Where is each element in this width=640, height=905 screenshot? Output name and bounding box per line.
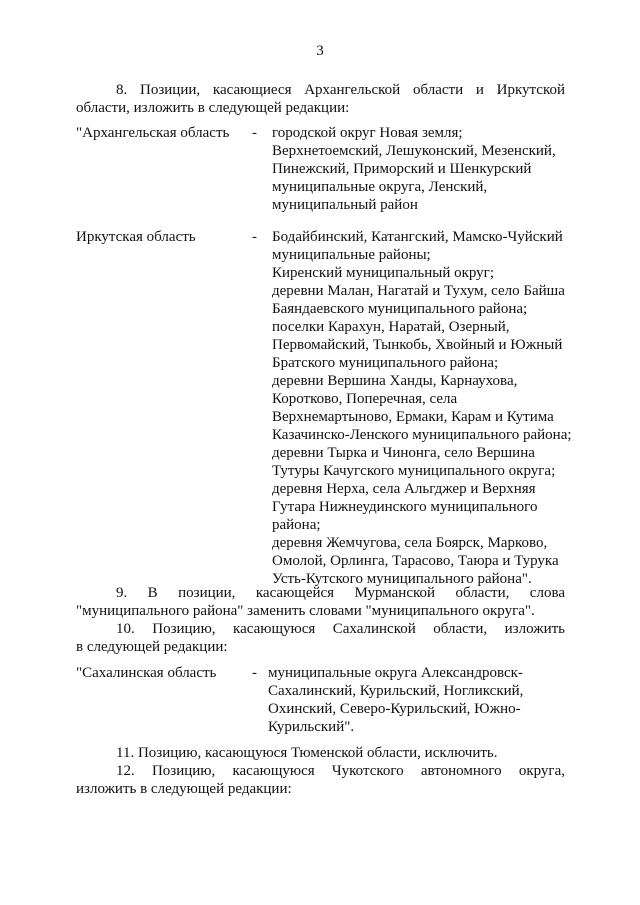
list-line: Первомайский, Тынкобь, Хвойный и Южный: [272, 337, 563, 353]
list-line: Пинежский, Приморский и Шенкурский: [272, 161, 532, 177]
paragraph-12-line-1: 12. Позицию, касающуюся Чукотского автономного округа,: [116, 763, 565, 779]
paragraph-10-line-1: 10. Позицию, касающуюся Сахалинской области, изложить: [116, 621, 565, 637]
list-line: Сахалинский, Курильский, Ногликский,: [268, 683, 524, 699]
paragraph-12-line-2: изложить в следующей редакции:: [76, 781, 292, 797]
paragraph-10-line-2: в следующей редакции:: [76, 639, 228, 655]
list-line: муниципальные районы;: [272, 247, 431, 263]
paragraph-8-line-2: области, изложить в следующей редакции:: [76, 100, 350, 116]
list-line: Казачинско-Ленского муниципального района;: [272, 427, 572, 443]
list-line: поселки Карахун, Наратай, Озерный,: [272, 319, 510, 335]
list-line: деревни Малан, Нагатай и Тухум, село Байша: [272, 283, 565, 299]
list-line: Киренский муниципальный округ;: [272, 265, 495, 281]
paragraph-8-line-1: 8. Позиции, касающиеся Архангельской области и Иркутской: [116, 82, 565, 98]
list-line: Коротково, Поперечная, села: [272, 391, 458, 407]
list-line: Баяндаевского муниципального района;: [272, 301, 528, 317]
list-line: Усть-Кутского муниципального района".: [272, 571, 532, 587]
list-line: Братского муниципального района;: [272, 355, 499, 371]
arkhangelsk-label: "Архангельская область: [76, 125, 230, 141]
list-line: деревни Вершина Ханды, Карнаухова,: [272, 373, 518, 389]
list-line: Верхнемартыново, Ермаки, Карам и Кутима: [272, 409, 554, 425]
irkutsk-dash: -: [252, 229, 257, 245]
sakhalin-list: [268, 664, 568, 736]
list-line: муниципальные округа Александровск-: [268, 665, 523, 681]
list-line: Верхнетоемский, Лешуконский, Мезенский,: [272, 143, 556, 159]
sakhalin-label: "Сахалинская область: [76, 665, 217, 681]
irkutsk-label: Иркутская область: [76, 229, 196, 245]
irkutsk-list: [272, 228, 572, 588]
page-number: 3: [316, 43, 324, 59]
list-line: Курильский".: [268, 719, 355, 735]
list-line: муниципальные округа, Ленский,: [272, 179, 488, 195]
list-line: Гутара Нижнеудинского муниципального: [272, 499, 538, 515]
list-line: Омолой, Орлинга, Тарасово, Таюра и Турука: [272, 553, 559, 569]
paragraph-9-line-1: 9. В позиции, касающейся Мурманской области, слова: [116, 585, 565, 601]
list-line: муниципальный район: [272, 197, 418, 213]
paragraph-9-line-2: "муниципального района" заменить словами "муниципального округа".: [76, 603, 535, 619]
list-line: деревня Жемчугова, села Боярск, Марково,: [272, 535, 548, 551]
paragraph-11: 11. Позицию, касающуюся Тюменской области, исключить.: [116, 745, 498, 761]
list-line: деревня Нерха, села Альгджер и Верхняя: [272, 481, 536, 497]
list-line: Тутуры Качугского муниципального округа;: [272, 463, 556, 479]
list-line: деревни Тырка и Чинонга, село Вершина: [272, 445, 535, 461]
list-line: Охинский, Северо-Курильский, Южно-: [268, 701, 521, 717]
sakhalin-dash: -: [252, 665, 257, 681]
list-line: городской округ Новая земля;: [272, 125, 463, 141]
arkhangelsk-dash: -: [252, 125, 257, 141]
arkhangelsk-list: [272, 124, 572, 214]
list-line: Бодайбинский, Катангский, Мамско-Чуйский: [272, 229, 563, 245]
list-line: района;: [272, 517, 321, 533]
